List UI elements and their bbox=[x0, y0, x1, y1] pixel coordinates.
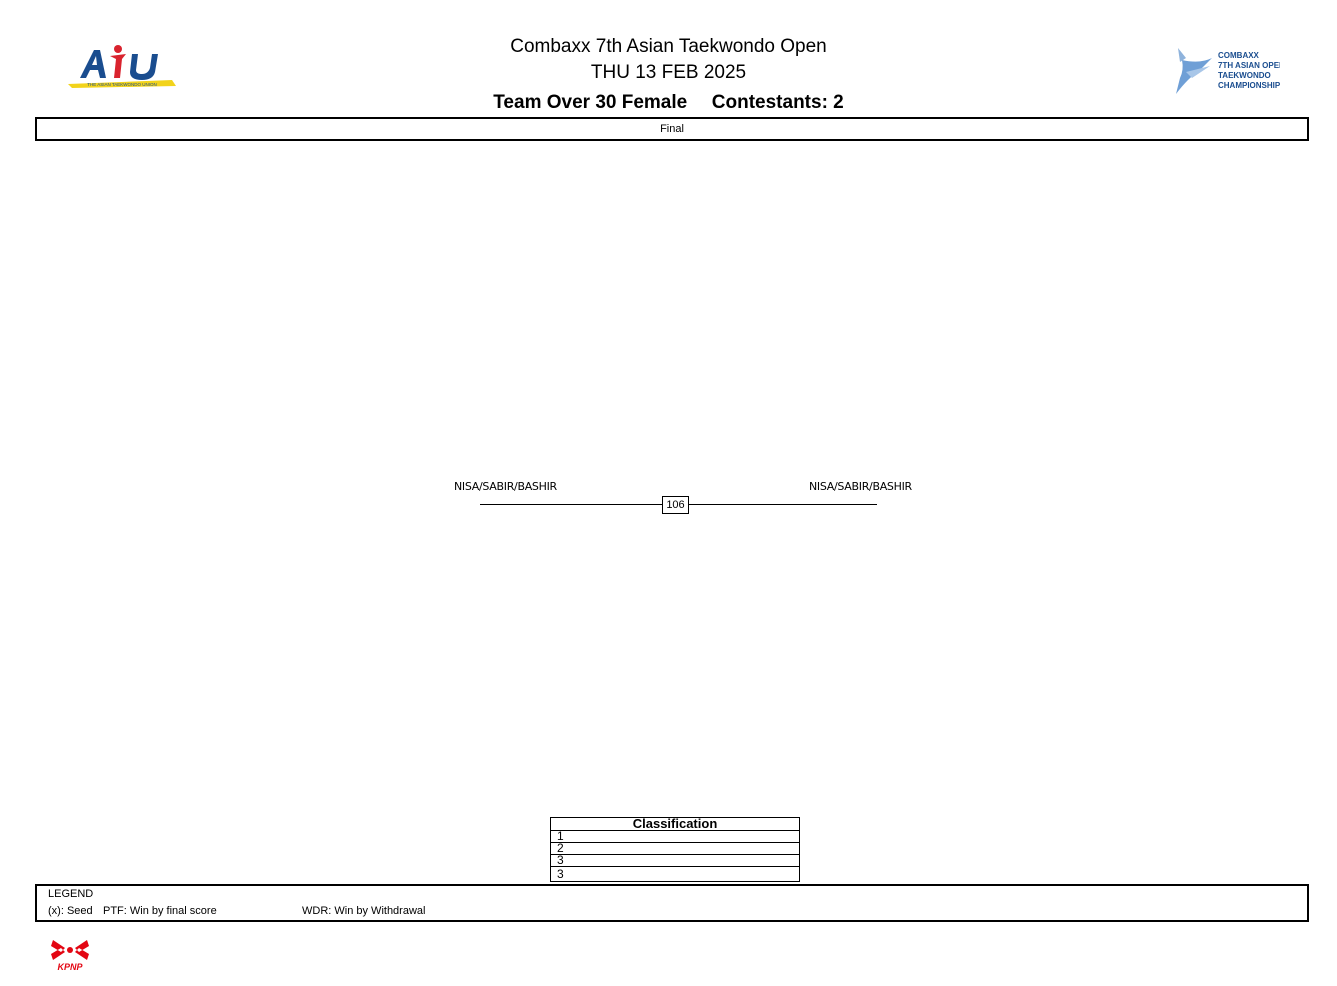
contestant-count: Contestants: 2 bbox=[711, 92, 844, 113]
kpnp-text: KPNP bbox=[57, 962, 83, 972]
classification-rank-1: 1 bbox=[551, 831, 800, 843]
right-bracket-line bbox=[688, 504, 877, 505]
classification-rank-3a: 3 bbox=[551, 855, 800, 867]
legend-box bbox=[35, 884, 1309, 922]
event-title: Combaxx 7th Asian Taekwondo Open bbox=[510, 36, 827, 57]
legend-seed: (x): Seed bbox=[48, 905, 93, 917]
logo-line-2: 7TH ASIAN OPEN bbox=[1218, 61, 1280, 70]
legend-ptf: PTF: Win by final score bbox=[103, 905, 217, 917]
match-number-box: 106 bbox=[662, 496, 689, 514]
right-contestant-name: NISA/SABIR/BASHIR bbox=[809, 480, 912, 493]
event-date: THU 13 FEB 2025 bbox=[590, 62, 747, 83]
atu-tagline: THE ASIAN TAEKWONDO UNION bbox=[87, 82, 157, 87]
legend-wdr: WDR: Win by Withdrawal bbox=[302, 905, 426, 917]
category-heading bbox=[0, 92, 1337, 114]
classification-table bbox=[550, 817, 800, 882]
legend-title: LEGEND bbox=[48, 888, 94, 900]
championship-logo bbox=[1170, 44, 1280, 96]
logo-line-4: CHAMPIONSHIPS bbox=[1218, 81, 1280, 90]
classification-rank-2: 2 bbox=[551, 843, 800, 855]
kpnp-logo bbox=[49, 938, 91, 972]
classification-rank-3b: 3 bbox=[551, 867, 800, 882]
logo-line-3: TAEKWONDO bbox=[1218, 71, 1271, 80]
round-header-final: Final bbox=[35, 117, 1309, 141]
logo-line-1: COMBAXX bbox=[1218, 51, 1259, 60]
classification-title: Classification bbox=[551, 818, 800, 831]
category-name: Team Over 30 Female bbox=[493, 92, 688, 113]
left-contestant-name: NISA/SABIR/BASHIR bbox=[454, 480, 557, 493]
left-bracket-line bbox=[480, 504, 662, 505]
